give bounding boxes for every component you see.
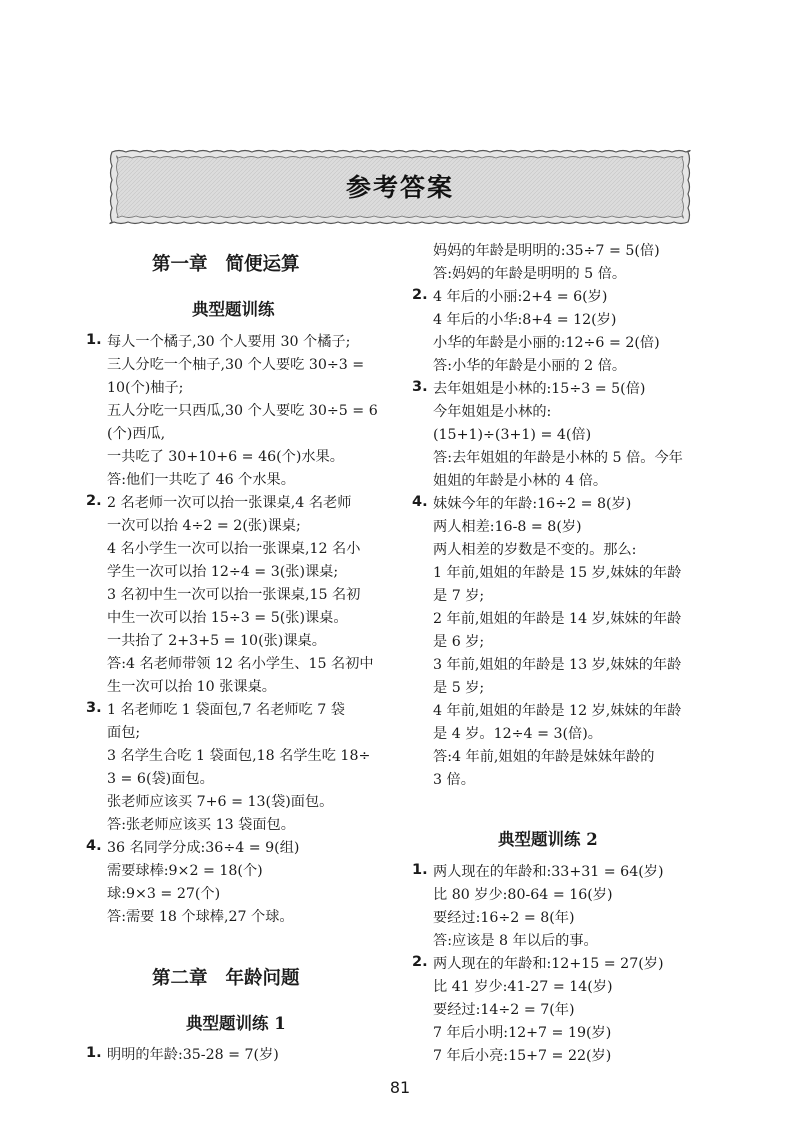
answer-line: 是 4 岁。12÷4 = 3(倍)。 <box>433 726 602 742</box>
question-number: 2. <box>412 287 428 303</box>
answer-line: 7 年后小明:12+7 = 19(岁) <box>433 1025 612 1041</box>
answer-line: 五人分吃一只西瓜,30 个人要吃 30÷5 = 6 <box>107 403 378 419</box>
answer-line: 3 = 6(袋)面包。 <box>107 771 214 787</box>
chapter-2-title <box>152 964 300 990</box>
answer-line: 4 年前,姐姐的年龄是 12 岁,妹妹的年龄 <box>433 703 682 719</box>
answer-line: 2 名老师一次可以抬一张课桌,4 名老师 <box>107 495 352 511</box>
chapter-1-label: 第一章 <box>152 254 208 275</box>
answer-line: 张老师应该买 7+6 = 13(袋)面包。 <box>107 794 334 810</box>
answer-line: 去年姐姐是小林的:15÷3 = 5(倍) <box>433 381 646 397</box>
answer-line: (个)西瓜, <box>107 426 166 442</box>
answer-line: 两人现在的年龄和:33+31 = 64(岁) <box>433 864 664 880</box>
answer-line: 3 倍。 <box>433 772 475 788</box>
question-number: 4. <box>86 838 102 854</box>
chapter-2-section-1-title: 典型题训练 1 <box>186 1014 286 1033</box>
answer-line: 4 名小学生一次可以抬一张课桌,12 名小 <box>107 541 361 557</box>
banner-title: 参考答案 <box>345 173 454 202</box>
answer-line: 是 6 岁; <box>433 634 485 650</box>
chapter-1-title <box>152 250 300 276</box>
answer-line: 是 7 岁; <box>433 588 485 604</box>
answer-line: 今年姐姐是小林的: <box>433 404 552 420</box>
answer-line: 一共吃了 30+10+6 = 46(个)水果。 <box>107 449 344 465</box>
answer-line: 小华的年龄是小丽的:12÷6 = 2(倍) <box>433 335 660 351</box>
answer-line: 答:需要 18 个球棒,27 个球。 <box>107 909 294 925</box>
chapter-1-name: 简便运算 <box>225 254 300 275</box>
answer-line: 7 年后小亮:15+7 = 22(岁) <box>433 1048 612 1064</box>
answer-line: 4 年后的小丽:2+4 = 6(岁) <box>433 289 608 305</box>
answer-line: 3 名初中生一次可以抬一张课桌,15 名初 <box>107 587 361 603</box>
answer-line: 两人现在的年龄和:12+15 = 27(岁) <box>433 956 664 972</box>
answer-line: 答:张老师应该买 13 袋面包。 <box>107 817 295 833</box>
answer-line: 答:4 年前,姐姐的年龄是妹妹年龄的 <box>433 749 655 765</box>
answer-line: 比 80 岁少:80-64 = 16(岁) <box>433 887 613 903</box>
answer-line: 妈妈的年龄是明明的:35÷7 = 5(倍) <box>433 243 660 259</box>
answer-line: 两人相差的岁数是不变的。那么: <box>433 542 637 558</box>
question-number: 1. <box>412 862 428 878</box>
answer-line: 答:去年姐姐的年龄是小林的 5 倍。今年 <box>433 450 683 466</box>
answer-line: 面包; <box>107 725 141 741</box>
answer-line: 要经过:16÷2 = 8(年) <box>433 910 575 926</box>
answer-line: 明明的年龄:35-28 = 7(岁) <box>107 1047 279 1063</box>
answer-line: 比 41 岁少:41-27 = 14(岁) <box>433 979 613 995</box>
answer-line: 姐姐的年龄是小林的 4 倍。 <box>433 473 608 489</box>
question-number: 1. <box>86 332 102 348</box>
answer-line: 36 名同学分成:36÷4 = 9(组) <box>107 840 300 856</box>
question-number: 4. <box>412 494 428 510</box>
answer-line: 一次可以抬 4÷2 = 2(张)课桌; <box>107 518 301 534</box>
question-number: 2. <box>412 954 428 970</box>
answer-line: 答:他们一共吃了 46 个水果。 <box>107 472 295 488</box>
chapter-2-section-2-title: 典型题训练 2 <box>498 830 598 849</box>
answer-line: 答:4 名老师带领 12 名小学生、15 名初中 <box>107 656 374 672</box>
answer-line: 1 名老师吃 1 袋面包,7 名老师吃 7 袋 <box>107 702 345 718</box>
answer-line: 3 年前,姐姐的年龄是 13 岁,妹妹的年龄 <box>433 657 682 673</box>
question-number: 3. <box>86 700 102 716</box>
chapter-1-section-title: 典型题训练 <box>192 300 275 319</box>
answer-line: 三人分吃一个柚子,30 个人要吃 30÷3 = <box>107 357 365 373</box>
answer-line: 1 年前,姐姐的年龄是 15 岁,妹妹的年龄 <box>433 565 682 581</box>
page-number: 81 <box>389 1078 411 1097</box>
answer-line: 答:应该是 8 年以后的事。 <box>433 933 598 949</box>
chapter-2-label: 第二章 <box>152 968 208 989</box>
question-number: 2. <box>86 493 102 509</box>
answer-line: 生一次可以抬 10 张课桌。 <box>107 679 276 695</box>
answer-line: 学生一次可以抬 12÷4 = 3(张)课桌; <box>107 564 339 580</box>
answer-line: 每人一个橘子,30 个人要用 30 个橘子; <box>107 334 351 350</box>
answer-line: 10(个)柚子; <box>107 380 184 396</box>
answer-line: 一共抬了 2+3+5 = 10(张)课桌。 <box>107 633 326 649</box>
question-number: 3. <box>412 379 428 395</box>
chapter-2-name: 年龄问题 <box>225 968 300 989</box>
question-number: 1. <box>86 1045 102 1061</box>
answer-line: 答:小华的年龄是小丽的 2 倍。 <box>433 358 627 374</box>
answer-line: 4 年后的小华:8+4 = 12(岁) <box>433 312 617 328</box>
answer-line: 3 名学生合吃 1 袋面包,18 名学生吃 18÷ <box>107 748 371 764</box>
answer-line: 2 年前,姐姐的年龄是 14 岁,妹妹的年龄 <box>433 611 682 627</box>
answer-line: 球:9×3 = 27(个) <box>107 886 221 902</box>
answer-line: 答:妈妈的年龄是明明的 5 倍。 <box>433 266 627 282</box>
answer-line: 要经过:14÷2 = 7(年) <box>433 1002 575 1018</box>
answer-line: 是 5 岁; <box>433 680 485 696</box>
answer-line: 中生一次可以抬 15÷3 = 5(张)课桌。 <box>107 610 348 626</box>
answer-line: 两人相差:16-8 = 8(岁) <box>433 519 582 535</box>
answer-line: (15+1)÷(3+1) = 4(倍) <box>433 427 592 443</box>
answer-line: 妹妹今年的年龄:16÷2 = 8(岁) <box>433 496 632 512</box>
answer-banner <box>108 148 692 226</box>
answer-line: 需要球棒:9×2 = 18(个) <box>107 863 263 879</box>
